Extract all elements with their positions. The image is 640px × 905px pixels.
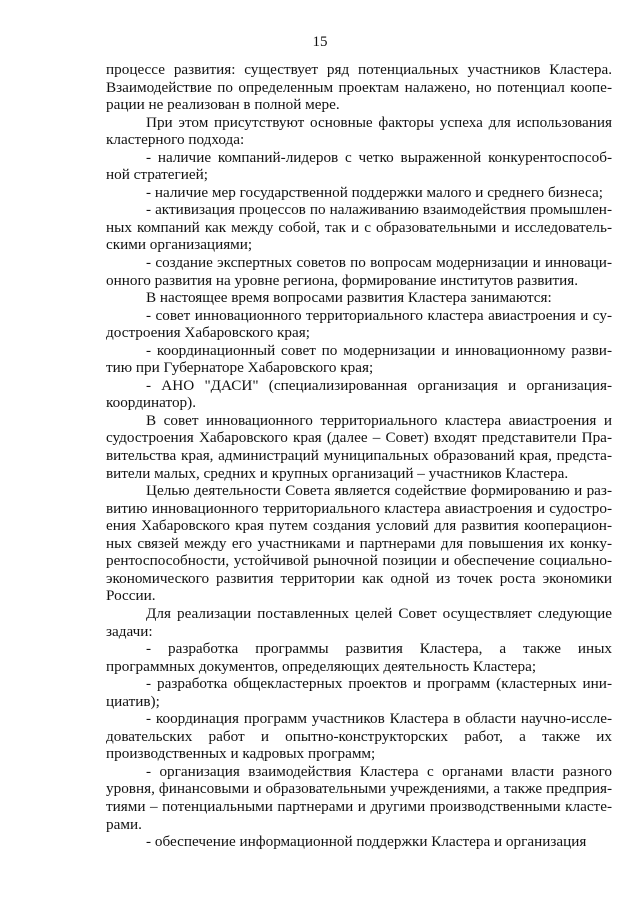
paragraph-continuation: процессе развития: существует ряд потенциальных участников Кластера. Взаимодействие по определенным проектам налажено, но потенциал кооперации не реализован в полной мере. [106, 61, 612, 114]
list-item: - активизация процессов по налаживанию взаимодействия промышленных компаний как между собой, так и с образовательными и исследовательскими организациями; [106, 201, 612, 254]
list-item: - наличие мер государственной поддержки малого и среднего бизнеса; [146, 183, 603, 201]
list-item: - АНО "ДАСИ" (специализированная организация и организация-координатор). [106, 376, 612, 412]
list-item: - обеспечение информационной поддержки Кластера и организация [146, 833, 587, 851]
paragraph-success-factors: При этом присутствуют основные факторы успеха для использования кластерного подхода: [106, 113, 612, 149]
list-item: - организация взаимодействия Кластера с органами власти разного уровня, финансовыми и образовательными учреждениями, а также предприятиями – потенциальными партнерами и другими производственными кластерами. [106, 762, 612, 833]
document-body [106, 61, 612, 851]
paragraph-council-members: В совет инновационного территориального кластера авиастроения и судостроения Хабаровского края (далее – Совет) входят представители Правительства края, администраций муниципальных образований края, представители малых, средних и крупных организаций – участников Кластера. [106, 411, 612, 482]
list-item: - наличие компаний-лидеров с четко выраженной конкурентоспособной стратегией; [106, 148, 612, 184]
paragraph-cluster-bodies: В настоящее время вопросами развития Кластера занимаются: [146, 289, 552, 307]
list-item: - координация программ участников Кластера в области научно-исследовательских работ и опытно-конструкторских работ, а также их производственных и кадровых программ; [106, 710, 612, 763]
list-item: - разработка общекластерных проектов и программ (кластерных инициатив); [106, 675, 612, 710]
list-item: - разработка программы развития Кластера, а также иных программных документов, определяющих деятельность Кластера; [106, 640, 612, 675]
page-number: 15 [312, 34, 328, 50]
paragraph-council-goal: Целью деятельности Совета является содействие формированию и развитию инновационного территориального кластера авиастроения и судостроения Хабаровского края путем создания условий для развития кооперационных связей между его участниками и партнерами для повышения их конкурентоспособности, устойчивой рыночной позиции и обеспечение социально-экономического развития территории как одной из точек роста экономики России. [106, 482, 612, 605]
list-item: - координационный совет по модернизации и инновационному развитию при Губернаторе Хабаровского края; [106, 341, 612, 377]
list-item: - создание экспертных советов по вопросам модернизации и инновационного развития на уровне региона, формирование институтов развития. [106, 254, 612, 289]
paragraph-council-tasks: Для реализации поставленных целей Совет осуществляет следующие задачи: [106, 604, 612, 640]
list-item: - совет инновационного территориального кластера авиастроения и судостроения Хабаровского края; [106, 306, 612, 342]
